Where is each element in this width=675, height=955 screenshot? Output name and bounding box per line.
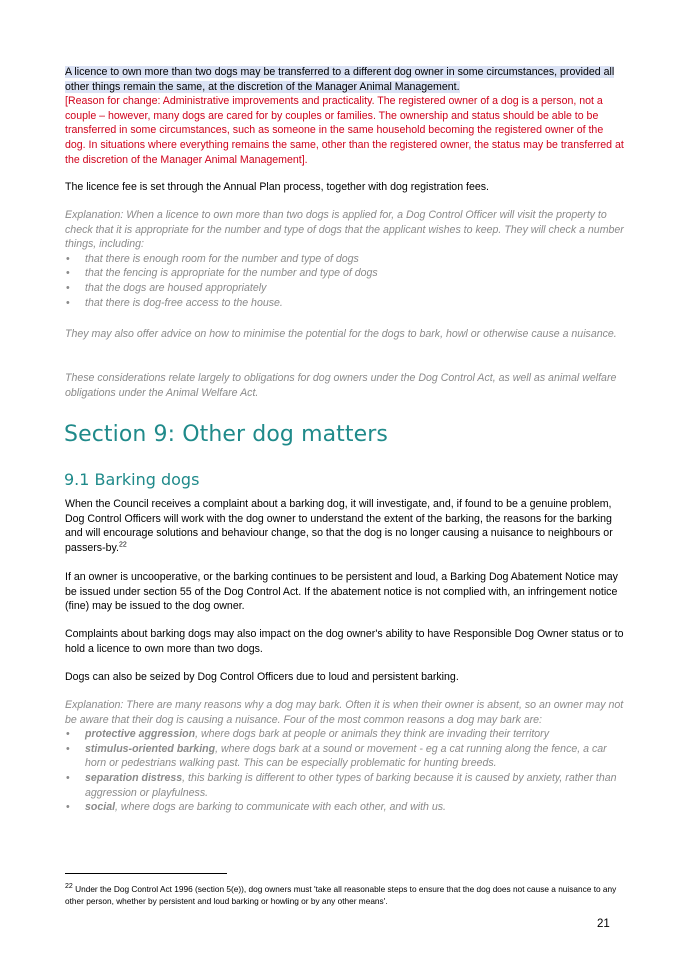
highlighted-amendment: A licence to own more than two dogs may be transferred to a different dog owner in some circumstances, provided all other things remain the same, at the discretion of the Manager Animal Management. bbox=[65, 66, 615, 93]
bullet-icon: • bbox=[66, 296, 70, 309]
bullet-icon: • bbox=[66, 742, 70, 755]
page-number: 21 bbox=[597, 918, 610, 930]
list-item: • that the dogs are housed appropriately bbox=[66, 281, 267, 294]
licence-check-list bbox=[65, 252, 625, 310]
subsection-heading: 9.1 Barking dogs bbox=[64, 470, 200, 489]
bullet-icon: • bbox=[66, 728, 70, 741]
list-item: • protective aggression, where dogs bark at people or animals they think are invading their territory bbox=[66, 728, 549, 741]
bullet-icon: • bbox=[66, 771, 70, 784]
list-item: • that the fencing is appropriate for the number and type of dogs bbox=[66, 267, 378, 280]
list-item: • that there is enough room for the number and type of dogs bbox=[66, 252, 359, 265]
seizure-paragraph: Dogs can also be seized by Dog Control Officers due to loud and persistent barking. bbox=[65, 671, 459, 683]
list-item: • that there is dog-free access to the house. bbox=[66, 296, 283, 309]
bullet-icon: • bbox=[66, 252, 70, 265]
bullet-icon: • bbox=[66, 267, 70, 280]
footnote-number: 22 bbox=[65, 883, 73, 891]
abatement-notice-paragraph: If an owner is uncooperative, or the barking continues to be persistent and loud, a Barking Dog Abatement Notice may be issued under section 55 of the Dog Control Act. If the abatement notice is not complied with, an infringement notice (fine) may be issued to the dog owner. bbox=[65, 571, 618, 613]
bullet-icon: • bbox=[66, 801, 70, 814]
licence-transfer-block bbox=[65, 65, 625, 167]
licence-fee-text: The licence fee is set through the Annual Plan process, together with dog registration fees. bbox=[65, 181, 490, 193]
footnote: $^{22}$ Under the Dog Control Act 1996 (section 5(e)), dog owners must 'take all reasonable steps to ensure that the dog does not cause a nuisance to any other person, whether by persistent and loud barking or howling or by any other means'. bbox=[65, 883, 617, 906]
complaints-impact-paragraph: Complaints about barking dogs may also impact on the dog owner's ability to have Responsible Dog Owner status or to hold a licence to own more than two dogs. bbox=[65, 628, 624, 655]
barking-reasons-list bbox=[65, 727, 625, 815]
explanation-licence-text: Explanation: When a licence to own more than two dogs is applied for, a Dog Control Officer will visit the property to check that it is appropriate for the number and type of dogs that the applicant wishes to keep. They will check a number things, including: bbox=[65, 209, 624, 251]
bullet-icon: • bbox=[66, 281, 70, 294]
considerations-text: These considerations relate largely to obligations for dog owners under the Dog Control Act, as well as animal welfare obligations under the Animal Welfare Act. bbox=[65, 372, 617, 399]
barking-complaint-paragraph: When the Council receives a complaint about a barking dog, it will investigate, and, if found to be a genuine problem, Dog Control Officers will work with the dog owner to understand the extent of the barking, the reasons for the barking and will encourage solutions and behaviour change, so that the dog is no longer causing a nuisance to neighbours or passers-by.$^{22}$ bbox=[65, 498, 613, 554]
explanation-licence bbox=[65, 208, 625, 310]
list-item: • social, where dogs are barking to communicate with each other, and with us. bbox=[66, 801, 446, 814]
explanation-barking bbox=[65, 698, 625, 815]
section-heading: Section 9: Other dog matters bbox=[64, 422, 388, 447]
footnote-separator bbox=[65, 873, 227, 874]
footnote-ref: 22 bbox=[118, 541, 127, 549]
explanation-barking-text: Explanation: There are many reasons why a dog may bark. Often it is when their owner is absent, so an owner may not be aware that their dog is causing a nuisance. Four of the most common reasons a dog may bark are: bbox=[65, 699, 624, 726]
advice-text: They may also offer advice on how to minimise the potential for the dogs to bark, howl or otherwise cause a nuisance. bbox=[65, 328, 617, 340]
list-item: • separation distress, this barking is different to other types of barking because it is caused by anxiety, rather than aggression or playfulness. bbox=[66, 771, 617, 799]
reason-for-change: [Reason for change: Administrative improvements and practicality. The registered owner of a dog is a person, not a couple – however, many dogs are cared for by couples or families. The ownership and status should be able to be transferred in some circumstances, such as someone in the same household becoming the registered owner of the dog. In situations where everything remains the same, other than the registered owner, the status may be transferred at the discretion of the Manager Animal Management]. bbox=[65, 95, 624, 166]
list-item: • stimulus-oriented barking, where dogs bark at a sound or movement - eg a cat running along the fence, a car horn or pedestrians walking past. This can be especially problematic for hunting breeds. bbox=[66, 742, 607, 770]
